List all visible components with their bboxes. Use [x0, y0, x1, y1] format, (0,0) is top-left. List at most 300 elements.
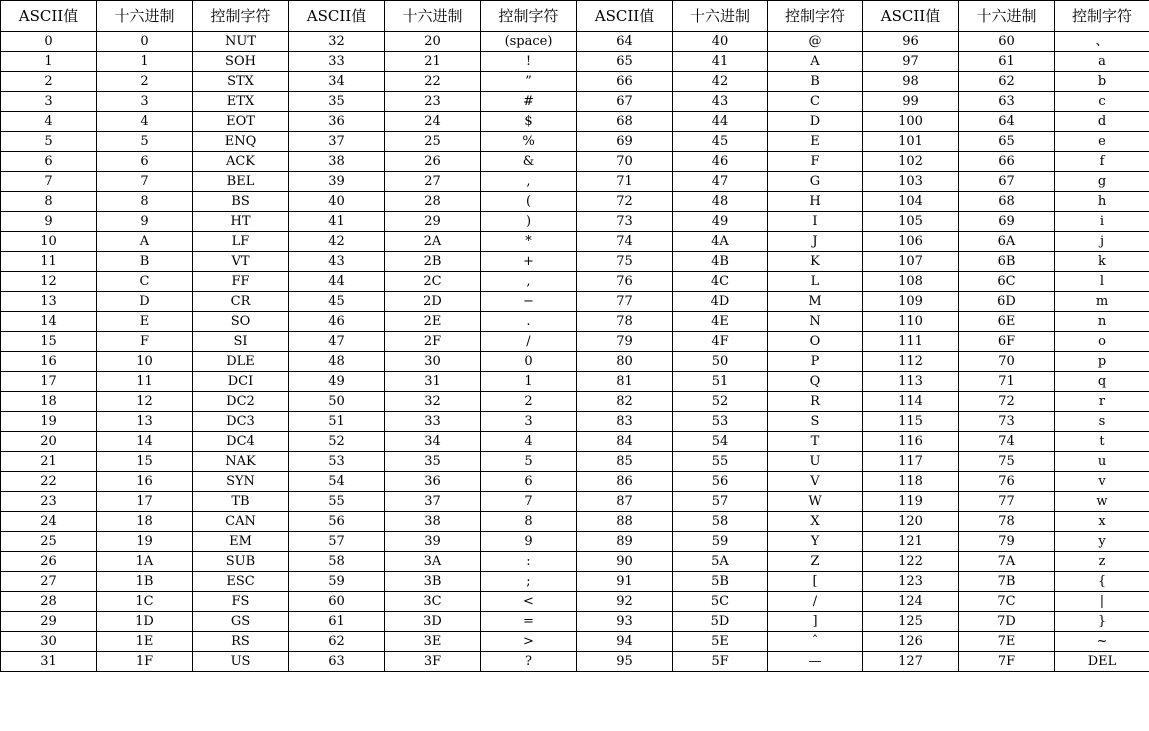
table-cell: 54	[673, 432, 768, 452]
table-cell: 32	[289, 32, 385, 52]
table-cell: (	[481, 192, 577, 212]
table-cell: 57	[289, 532, 385, 552]
table-cell: A	[768, 52, 863, 72]
table-cell: 94	[577, 632, 673, 652]
table-header	[1, 1, 1149, 32]
table-cell: 28	[1, 592, 97, 612]
table-cell: }	[1055, 612, 1149, 632]
table-cell: j	[1055, 232, 1149, 252]
table-cell: F	[768, 152, 863, 172]
table-cell: l	[1055, 272, 1149, 292]
table-cell: V	[768, 472, 863, 492]
column-header: 十六进制	[97, 1, 193, 32]
table-cell: Z	[768, 552, 863, 572]
table-cell: 87	[577, 492, 673, 512]
table-cell: 1A	[97, 552, 193, 572]
table-cell: 126	[863, 632, 959, 652]
table-cell: 46	[289, 312, 385, 332]
table-cell: 45	[673, 132, 768, 152]
table-cell: FF	[193, 272, 289, 292]
table-row	[1, 592, 1149, 612]
table-cell: a	[1055, 52, 1149, 72]
table-cell: e	[1055, 132, 1149, 152]
table-row	[1, 652, 1149, 672]
table-cell: 7	[97, 172, 193, 192]
table-row	[1, 572, 1149, 592]
table-cell: 44	[673, 112, 768, 132]
table-cell: ;	[481, 572, 577, 592]
table-cell: 99	[863, 92, 959, 112]
table-cell: 9	[481, 532, 577, 552]
table-row	[1, 472, 1149, 492]
table-cell: 65	[959, 132, 1055, 152]
table-cell: H	[768, 192, 863, 212]
table-cell: 40	[289, 192, 385, 212]
table-cell: #	[481, 92, 577, 112]
table-cell: 5	[1, 132, 97, 152]
table-cell: S	[768, 412, 863, 432]
table-cell: !	[481, 52, 577, 72]
table-cell: EM	[193, 532, 289, 552]
table-cell: 34	[289, 72, 385, 92]
table-cell: 76	[959, 472, 1055, 492]
table-cell: 118	[863, 472, 959, 492]
table-row	[1, 112, 1149, 132]
table-cell: EOT	[193, 112, 289, 132]
table-cell: 36	[385, 472, 481, 492]
table-cell: 3E	[385, 632, 481, 652]
table-cell: d	[1055, 112, 1149, 132]
table-cell: 42	[673, 72, 768, 92]
table-cell: 34	[385, 432, 481, 452]
table-cell: 7F	[959, 652, 1055, 672]
table-cell: 25	[385, 132, 481, 152]
table-cell: 73	[959, 412, 1055, 432]
table-cell: 14	[97, 432, 193, 452]
table-cell: [	[768, 572, 863, 592]
table-cell: D	[768, 112, 863, 132]
table-row	[1, 432, 1149, 452]
table-cell: 48	[289, 352, 385, 372]
table-cell: ”	[481, 72, 577, 92]
table-cell: 2	[1, 72, 97, 92]
table-cell: 2E	[385, 312, 481, 332]
table-cell: 105	[863, 212, 959, 232]
table-cell: LF	[193, 232, 289, 252]
column-header: 十六进制	[673, 1, 768, 32]
table-cell: 80	[577, 352, 673, 372]
table-cell: 71	[959, 372, 1055, 392]
table-cell: 0	[97, 32, 193, 52]
table-cell: *	[481, 232, 577, 252]
table-cell: (space)	[481, 32, 577, 52]
table-cell: 1F	[97, 652, 193, 672]
table-cell: 41	[289, 212, 385, 232]
table-cell: TB	[193, 492, 289, 512]
table-cell: 27	[1, 572, 97, 592]
table-cell: 102	[863, 152, 959, 172]
table-cell: >	[481, 632, 577, 652]
header-row	[1, 1, 1149, 32]
table-cell: 47	[673, 172, 768, 192]
table-cell: 35	[289, 92, 385, 112]
table-cell: 3A	[385, 552, 481, 572]
table-cell: 4C	[673, 272, 768, 292]
table-cell: =	[481, 612, 577, 632]
column-header: 十六进制	[959, 1, 1055, 32]
table-cell: 121	[863, 532, 959, 552]
table-cell: 111	[863, 332, 959, 352]
table-cell: 31	[385, 372, 481, 392]
table-cell: 125	[863, 612, 959, 632]
table-cell: L	[768, 272, 863, 292]
table-cell: 6	[1, 152, 97, 172]
table-cell: C	[97, 272, 193, 292]
table-cell: BS	[193, 192, 289, 212]
table-cell: K	[768, 252, 863, 272]
table-cell: 6E	[959, 312, 1055, 332]
table-cell: −	[481, 292, 577, 312]
table-row	[1, 372, 1149, 392]
table-cell: 49	[673, 212, 768, 232]
table-cell: 3	[97, 92, 193, 112]
column-header: ASCII值	[577, 1, 673, 32]
table-cell: ˆ	[768, 632, 863, 652]
table-cell: B	[97, 252, 193, 272]
table-cell: 79	[577, 332, 673, 352]
table-cell: 1B	[97, 572, 193, 592]
table-cell: 71	[577, 172, 673, 192]
table-row	[1, 392, 1149, 412]
table-cell: 23	[385, 92, 481, 112]
table-cell: 4A	[673, 232, 768, 252]
table-cell: 70	[577, 152, 673, 172]
table-cell: 29	[1, 612, 97, 632]
table-cell: 13	[97, 412, 193, 432]
table-cell: P	[768, 352, 863, 372]
table-cell: 50	[673, 352, 768, 372]
table-cell: h	[1055, 192, 1149, 212]
table-cell: N	[768, 312, 863, 332]
table-cell: y	[1055, 532, 1149, 552]
table-cell: 5B	[673, 572, 768, 592]
table-cell: 22	[385, 72, 481, 92]
table-cell: 123	[863, 572, 959, 592]
table-cell: 50	[289, 392, 385, 412]
table-row	[1, 252, 1149, 272]
table-cell: /	[768, 592, 863, 612]
table-cell: 7B	[959, 572, 1055, 592]
table-cell: 37	[289, 132, 385, 152]
table-body	[1, 32, 1149, 672]
table-cell: 119	[863, 492, 959, 512]
table-cell: 82	[577, 392, 673, 412]
table-cell: 36	[289, 112, 385, 132]
table-cell: CR	[193, 292, 289, 312]
table-cell: 1D	[97, 612, 193, 632]
table-cell: 58	[289, 552, 385, 572]
table-cell: 66	[577, 72, 673, 92]
table-cell: 92	[577, 592, 673, 612]
table-cell: 56	[673, 472, 768, 492]
table-cell: 28	[385, 192, 481, 212]
table-cell: 20	[385, 32, 481, 52]
table-cell: 97	[863, 52, 959, 72]
table-cell: 2F	[385, 332, 481, 352]
table-cell: )	[481, 212, 577, 232]
table-cell: 24	[385, 112, 481, 132]
table-cell: 10	[1, 232, 97, 252]
table-cell: z	[1055, 552, 1149, 572]
table-cell: 74	[577, 232, 673, 252]
table-cell: 110	[863, 312, 959, 332]
table-cell: k	[1055, 252, 1149, 272]
table-cell: 51	[673, 372, 768, 392]
table-cell: 39	[289, 172, 385, 192]
table-cell: 72	[577, 192, 673, 212]
table-row	[1, 92, 1149, 112]
table-cell: ETX	[193, 92, 289, 112]
table-cell: 60	[289, 592, 385, 612]
table-row	[1, 292, 1149, 312]
table-cell: 108	[863, 272, 959, 292]
table-cell: E	[768, 132, 863, 152]
table-cell: 20	[1, 432, 97, 452]
table-cell: ACK	[193, 152, 289, 172]
table-cell: 11	[1, 252, 97, 272]
table-cell: 19	[97, 532, 193, 552]
table-cell: 40	[673, 32, 768, 52]
table-cell: 31	[1, 652, 97, 672]
table-cell: 47	[289, 332, 385, 352]
table-cell: Y	[768, 532, 863, 552]
table-row	[1, 312, 1149, 332]
table-row	[1, 352, 1149, 372]
table-cell: 74	[959, 432, 1055, 452]
table-cell: 62	[289, 632, 385, 652]
table-cell: 、	[1055, 32, 1149, 52]
table-cell: 6	[97, 152, 193, 172]
table-cell: 17	[1, 372, 97, 392]
table-cell: 68	[577, 112, 673, 132]
table-cell: US	[193, 652, 289, 672]
table-cell: X	[768, 512, 863, 532]
table-cell: 3	[481, 412, 577, 432]
table-cell: 124	[863, 592, 959, 612]
table-cell: 22	[1, 472, 97, 492]
table-cell: 77	[959, 492, 1055, 512]
table-cell: 107	[863, 252, 959, 272]
table-cell: T	[768, 432, 863, 452]
table-row	[1, 612, 1149, 632]
table-cell: STX	[193, 72, 289, 92]
table-cell: 78	[959, 512, 1055, 532]
table-cell: DC3	[193, 412, 289, 432]
table-cell: 48	[673, 192, 768, 212]
table-cell: 2	[97, 72, 193, 92]
table-cell: 7	[481, 492, 577, 512]
table-cell: 3D	[385, 612, 481, 632]
table-cell: 117	[863, 452, 959, 472]
table-cell: 3C	[385, 592, 481, 612]
table-row	[1, 452, 1149, 472]
table-row	[1, 32, 1149, 52]
table-cell: x	[1055, 512, 1149, 532]
table-cell: 59	[673, 532, 768, 552]
table-cell: ?	[481, 652, 577, 672]
table-cell: 93	[577, 612, 673, 632]
table-cell: 33	[289, 52, 385, 72]
table-cell: 15	[97, 452, 193, 472]
table-cell: 95	[577, 652, 673, 672]
table-cell: 61	[289, 612, 385, 632]
table-cell: 4E	[673, 312, 768, 332]
table-cell: 78	[577, 312, 673, 332]
table-cell: 63	[959, 92, 1055, 112]
table-cell: b	[1055, 72, 1149, 92]
table-row	[1, 272, 1149, 292]
table-cell: M	[768, 292, 863, 312]
table-cell: 25	[1, 532, 97, 552]
table-cell: 0	[481, 352, 577, 372]
table-cell: m	[1055, 292, 1149, 312]
table-cell: ENQ	[193, 132, 289, 152]
table-cell: 122	[863, 552, 959, 572]
table-cell: 59	[289, 572, 385, 592]
table-cell: 109	[863, 292, 959, 312]
table-cell: 43	[673, 92, 768, 112]
table-cell: 45	[289, 292, 385, 312]
table-row	[1, 552, 1149, 572]
table-cell: 11	[97, 372, 193, 392]
table-cell: +	[481, 252, 577, 272]
table-cell: 5D	[673, 612, 768, 632]
table-cell: 6F	[959, 332, 1055, 352]
table-cell: 6B	[959, 252, 1055, 272]
table-cell: 14	[1, 312, 97, 332]
table-cell: 66	[959, 152, 1055, 172]
table-cell: 90	[577, 552, 673, 572]
table-cell: 68	[959, 192, 1055, 212]
table-cell: SUB	[193, 552, 289, 572]
table-cell: 18	[1, 392, 97, 412]
table-cell: 113	[863, 372, 959, 392]
table-cell: |	[1055, 592, 1149, 612]
table-cell: 41	[673, 52, 768, 72]
table-cell: DCI	[193, 372, 289, 392]
table-cell: 17	[97, 492, 193, 512]
table-cell: 4	[481, 432, 577, 452]
table-cell: @	[768, 32, 863, 52]
table-cell: 12	[97, 392, 193, 412]
table-cell: 81	[577, 372, 673, 392]
table-cell: 35	[385, 452, 481, 472]
table-cell: 23	[1, 492, 97, 512]
table-cell: VT	[193, 252, 289, 272]
table-row	[1, 52, 1149, 72]
table-cell: C	[768, 92, 863, 112]
table-cell: 6D	[959, 292, 1055, 312]
table-cell: 69	[959, 212, 1055, 232]
table-cell: 49	[289, 372, 385, 392]
table-cell: 38	[289, 152, 385, 172]
table-cell: 103	[863, 172, 959, 192]
column-header: 控制字符	[193, 1, 289, 32]
table-row	[1, 532, 1149, 552]
table-cell: 2C	[385, 272, 481, 292]
table-cell: 26	[1, 552, 97, 572]
table-cell: o	[1055, 332, 1149, 352]
table-cell: 61	[959, 52, 1055, 72]
table-cell: 33	[385, 412, 481, 432]
table-cell: 4F	[673, 332, 768, 352]
table-cell: n	[1055, 312, 1149, 332]
table-cell: 18	[97, 512, 193, 532]
table-cell: 44	[289, 272, 385, 292]
table-cell: HT	[193, 212, 289, 232]
table-cell: 5A	[673, 552, 768, 572]
table-cell: 5C	[673, 592, 768, 612]
table-cell: 4	[97, 112, 193, 132]
column-header: ASCII值	[863, 1, 959, 32]
table-cell: ~	[1055, 632, 1149, 652]
table-cell: 43	[289, 252, 385, 272]
table-cell: ,	[481, 272, 577, 292]
table-cell: $	[481, 112, 577, 132]
table-cell: 89	[577, 532, 673, 552]
table-cell: 83	[577, 412, 673, 432]
table-cell: 4B	[673, 252, 768, 272]
table-cell: 39	[385, 532, 481, 552]
table-cell: 52	[673, 392, 768, 412]
table-cell: i	[1055, 212, 1149, 232]
table-cell: 30	[385, 352, 481, 372]
table-cell: DLE	[193, 352, 289, 372]
table-cell: 55	[289, 492, 385, 512]
table-cell: GS	[193, 612, 289, 632]
table-row	[1, 132, 1149, 152]
table-cell: :	[481, 552, 577, 572]
table-cell: 98	[863, 72, 959, 92]
table-cell: NUT	[193, 32, 289, 52]
table-cell: U	[768, 452, 863, 472]
table-cell: 56	[289, 512, 385, 532]
table-cell: 72	[959, 392, 1055, 412]
table-cell: 114	[863, 392, 959, 412]
table-cell: DC4	[193, 432, 289, 452]
table-cell: 65	[577, 52, 673, 72]
table-cell: 5F	[673, 652, 768, 672]
table-cell: 1C	[97, 592, 193, 612]
table-cell: 16	[1, 352, 97, 372]
table-cell: 75	[959, 452, 1055, 472]
table-cell: 4	[1, 112, 97, 132]
table-cell: 5	[481, 452, 577, 472]
table-cell: 55	[673, 452, 768, 472]
table-cell: O	[768, 332, 863, 352]
table-cell: 10	[97, 352, 193, 372]
table-cell: ESC	[193, 572, 289, 592]
table-cell: 8	[481, 512, 577, 532]
table-cell: 85	[577, 452, 673, 472]
table-cell: CAN	[193, 512, 289, 532]
table-cell: t	[1055, 432, 1149, 452]
table-cell: 57	[673, 492, 768, 512]
table-cell: 52	[289, 432, 385, 452]
table-cell: SYN	[193, 472, 289, 492]
table-cell: 19	[1, 412, 97, 432]
table-cell: s	[1055, 412, 1149, 432]
